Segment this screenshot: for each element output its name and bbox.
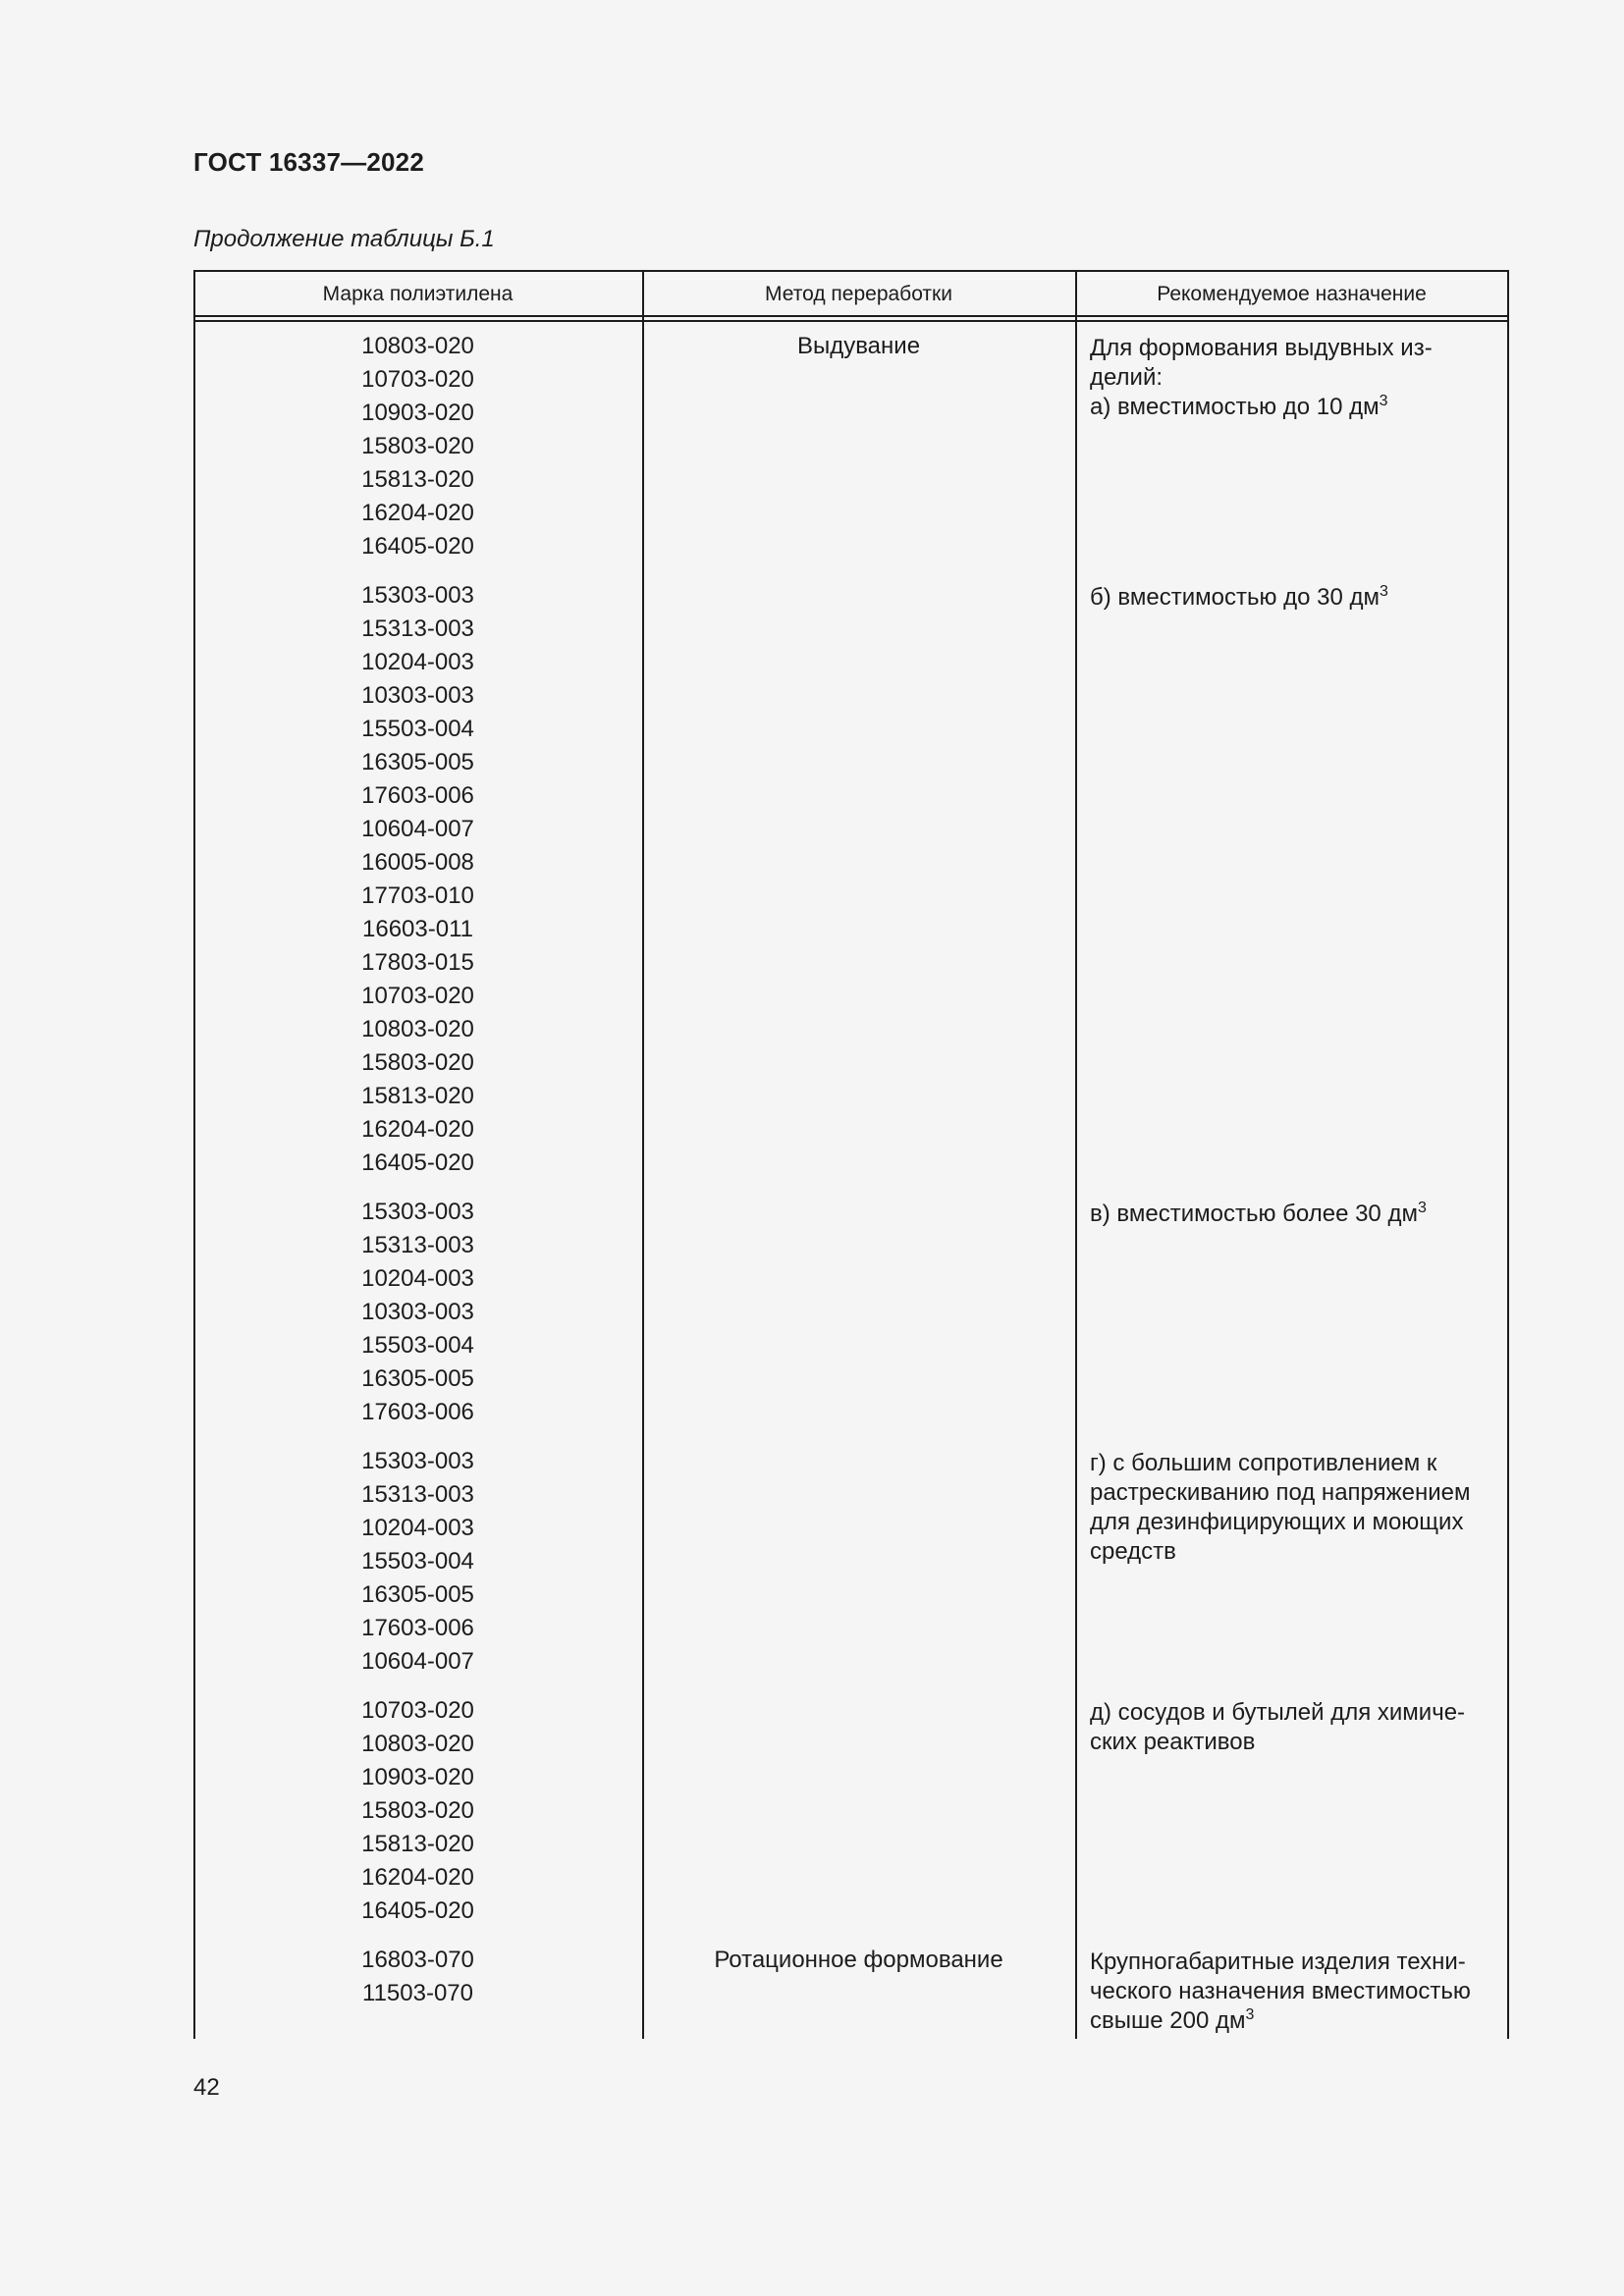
purpose-line: ческого назначения вместимостью <box>1090 1978 1471 2004</box>
table-right-border <box>1507 270 1509 2039</box>
header-separator-double-line <box>193 320 1509 322</box>
grade-code: 10204-003 <box>361 649 474 675</box>
recommended-purpose <box>1090 334 1497 422</box>
grade-code: 15503-004 <box>361 1548 474 1575</box>
grade-code: 16305-005 <box>361 1365 474 1392</box>
grade-code: 15813-020 <box>361 1831 474 1857</box>
grade-code: 15313-003 <box>361 1481 474 1508</box>
page-number: 42 <box>193 2074 220 2101</box>
purpose-line: Для формования выдувных из- <box>1090 335 1433 361</box>
grade-code: 16204-020 <box>361 500 474 526</box>
grade-code: 15803-020 <box>361 433 474 459</box>
recommended-purpose <box>1090 1200 1497 1229</box>
grade-code: 10303-003 <box>361 1299 474 1325</box>
recommended-purpose <box>1090 1449 1497 1567</box>
grade-code: 16405-020 <box>361 533 474 560</box>
unit-exponent: 3 <box>1417 1200 1427 1216</box>
grade-code: 17803-015 <box>361 949 474 976</box>
unit-exponent: 3 <box>1245 2006 1255 2023</box>
grade-code: 15303-003 <box>361 1199 474 1225</box>
unit-exponent: 3 <box>1379 393 1388 409</box>
grade-list <box>193 330 642 563</box>
purpose-line: для дезинфицирующих и моющих <box>1090 1509 1464 1535</box>
grade-code: 15803-020 <box>361 1797 474 1824</box>
grade-list <box>193 579 642 1180</box>
grade-code: 17703-010 <box>361 882 474 909</box>
column-header-grade: Марка полиэтилена <box>322 283 514 305</box>
purpose-line: в) вместимостью более 30 дм <box>1090 1201 1418 1227</box>
grades-table <box>193 270 1509 2039</box>
header-separator-line <box>193 315 1509 317</box>
grade-code: 10703-020 <box>361 1697 474 1724</box>
grade-code: 10803-020 <box>361 1731 474 1757</box>
grade-code: 15303-003 <box>361 582 474 609</box>
grade-code: 15313-003 <box>361 615 474 642</box>
grade-code: 15803-020 <box>361 1049 474 1076</box>
grade-code: 17603-006 <box>361 782 474 809</box>
document-title: ГОСТ 16337—2022 <box>193 147 424 177</box>
grade-code: 10604-007 <box>361 1648 474 1675</box>
purpose-line: делий: <box>1090 364 1164 391</box>
grade-list <box>193 1694 642 1928</box>
grade-list <box>193 1196 642 1429</box>
grade-code: 15813-020 <box>361 1083 474 1109</box>
purpose-line: ских реактивов <box>1090 1729 1256 1755</box>
column-header-purpose: Рекомендуемое назначение <box>1157 283 1427 305</box>
grade-code: 10303-003 <box>361 682 474 709</box>
grade-code: 16603-011 <box>362 916 473 942</box>
purpose-line: г) с большим сопротивлением к <box>1090 1450 1437 1476</box>
grade-code: 16305-005 <box>361 1581 474 1608</box>
grade-code: 10604-007 <box>361 816 474 842</box>
grade-code: 10204-003 <box>361 1265 474 1292</box>
grade-code: 17603-006 <box>361 1615 474 1641</box>
grade-code: 17603-006 <box>361 1399 474 1425</box>
table-caption: Продолжение таблицы Б.1 <box>193 226 495 252</box>
grade-code: 16803-070 <box>361 1947 474 1973</box>
recommended-purpose <box>1090 583 1497 613</box>
grade-code: 10703-020 <box>361 983 474 1009</box>
purpose-line: средств <box>1090 1538 1176 1565</box>
purpose-line: Крупногабаритные изделия техни- <box>1090 1949 1466 1975</box>
grade-list <box>193 1445 642 1679</box>
grade-code: 11503-070 <box>362 1980 473 2006</box>
grade-code: 16204-020 <box>361 1864 474 1891</box>
grade-code: 10803-020 <box>361 333 474 359</box>
purpose-line: д) сосудов и бутылей для химиче- <box>1090 1699 1466 1726</box>
grade-code: 10903-020 <box>361 400 474 426</box>
unit-exponent: 3 <box>1380 583 1388 600</box>
grade-code: 15503-004 <box>361 716 474 742</box>
column-header-method: Метод переработки <box>765 283 952 305</box>
purpose-line: растрескиванию под напряжением <box>1090 1479 1471 1506</box>
column-divider-1 <box>642 270 644 2039</box>
processing-method: Ротационное формование <box>714 1947 1003 1973</box>
grade-code: 10703-020 <box>361 366 474 393</box>
grade-code: 15503-004 <box>361 1332 474 1359</box>
grade-code: 15313-003 <box>361 1232 474 1258</box>
column-divider-2 <box>1075 270 1077 2039</box>
grade-code: 15303-003 <box>361 1448 474 1474</box>
grade-code: 10204-003 <box>361 1515 474 1541</box>
recommended-purpose <box>1090 1948 1497 2036</box>
grade-code: 16405-020 <box>361 1897 474 1924</box>
grade-code: 10903-020 <box>361 1764 474 1790</box>
purpose-line: свыше 200 дм <box>1090 2007 1246 2034</box>
grade-code: 16405-020 <box>361 1149 474 1176</box>
purpose-line: б) вместимостью до 30 дм <box>1090 584 1380 611</box>
grade-code: 16204-020 <box>361 1116 474 1143</box>
grade-code: 15813-020 <box>361 466 474 493</box>
purpose-line: а) вместимостью до 10 дм <box>1090 394 1380 420</box>
processing-method: Выдувание <box>796 333 921 359</box>
grade-code: 16005-008 <box>361 849 474 876</box>
recommended-purpose <box>1090 1698 1497 1757</box>
grade-code: 10803-020 <box>361 1016 474 1042</box>
grade-code: 16305-005 <box>361 749 474 775</box>
grade-list <box>193 1944 642 2010</box>
